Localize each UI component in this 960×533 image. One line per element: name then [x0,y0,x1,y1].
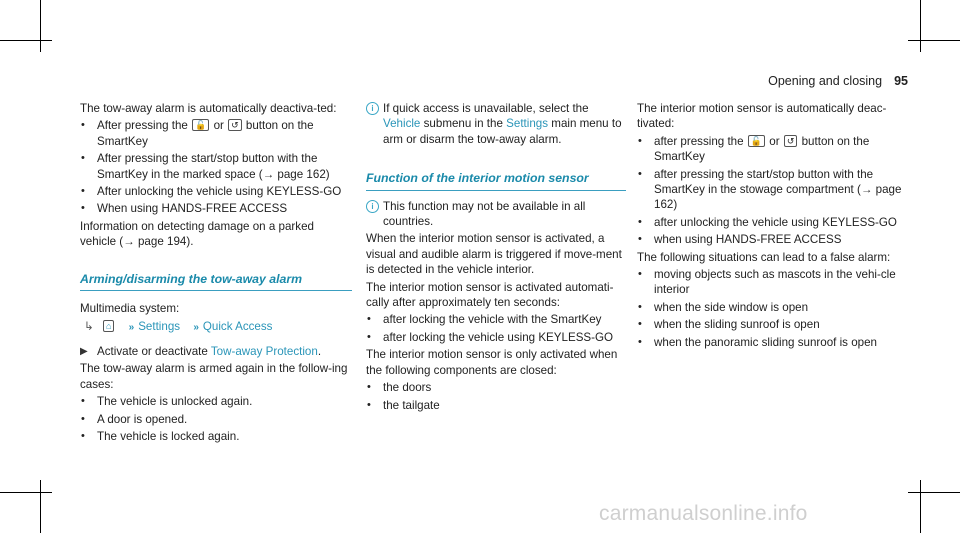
quick-access-note: i If quick access is unavailable, select the Vehicle submenu in the Settings main menu to arm or disarm the tow-away alarm. [366,101,626,147]
list-item: • after locking the vehicle using KEYLESS-GO [367,330,614,344]
list-item: • after pressing the start/stop button with the SmartKey in the stowage compartment (→ page 162) [638,167,902,212]
bullet-icon: • [638,268,642,281]
bullet-icon: • [638,300,642,313]
system-label: Multimedia system: [80,302,180,316]
bullet-icon: • [367,381,371,394]
info-icon: i [366,102,379,115]
components-list [366,380,626,413]
list-item: • When using HANDS-FREE ACCESS [81,202,288,216]
settings-link[interactable]: Settings [506,117,549,131]
list-item: • moving objects such as mascots in the vehi-cle interior [638,268,896,297]
chevron-icon: » [128,322,135,334]
bullet-icon: • [81,412,85,425]
bullet-icon: • [638,318,642,331]
column-right [637,101,909,352]
false-alarm-intro: The following situations can lead to a false alarm: [637,250,891,264]
tow-away-protection-link[interactable]: Tow-away Protection [210,344,318,358]
crop-mark [920,0,921,52]
bullet-icon: • [638,134,642,147]
bullet-icon: • [638,215,642,228]
deactivation-list [80,118,352,216]
section-title: Opening and closing [768,74,883,88]
action-step: ▶ Activate or deactivate Tow-away Protection. [80,344,322,358]
motion-deactivation-list [637,134,909,248]
bullet-icon: • [81,395,85,408]
home-icon[interactable]: ⌂ [103,320,114,332]
armed-text: The tow-away alarm is armed again in the follow-ing cases: [80,362,348,391]
motion-deactivation-intro: The interior motion sensor is automatically deac-tivated: [637,102,887,131]
list-item: • after locking the vehicle with the SmartKey [367,313,602,327]
info-icon: i [366,200,379,213]
motion-para-3: The interior motion sensor is only activated when the following components are closed: [366,348,618,377]
crop-mark [908,40,960,41]
path-arrow-icon: ↳ [84,320,94,334]
column-left [80,101,352,446]
bullet-icon: • [367,313,371,326]
list-item: • when using HANDS-FREE ACCESS [638,233,842,247]
page-number: 95 [894,74,908,88]
list-item: • after pressing the 🔓 or ↺ button on the SmartKey [638,134,870,164]
lock-key-icon: 🔓 [192,119,209,131]
bullet-icon: • [81,429,85,442]
crop-mark [40,0,41,52]
vehicle-link[interactable]: Vehicle [383,117,421,131]
list-item: • After pressing the 🔓 or ↺ button on the SmartKey [81,119,314,148]
column-middle [366,101,626,415]
list-item: • when the sliding sunroof is open [638,318,820,332]
bullet-icon: • [81,152,85,165]
list-item: • A door is opened. [81,412,188,426]
deactivation-intro: The tow-away alarm is automatically deactiva-ted: [80,102,337,115]
path-quick-access[interactable]: Quick Access [202,320,273,334]
list-item: • The vehicle is unlocked again. [81,395,253,409]
crop-mark [0,40,52,41]
armed-cases-list [80,394,352,444]
activation-list [366,312,626,345]
section-heading-arming: Arming/disarming the tow-away alarm [80,272,352,291]
false-alarm-list [637,267,909,350]
unlock-key-icon: ↺ [784,135,798,147]
list-item: • The vehicle is locked again. [81,429,240,443]
list-item: • After unlocking the vehicle using KEYLESS-GO [81,185,342,199]
chevron-icon: » [193,322,199,334]
list-item: • the doors [367,381,432,395]
motion-para-2: The interior motion sensor is activated automati-cally after approximately ten seconds: [366,280,614,310]
crop-mark [908,492,960,493]
list-item: • the tailgate [367,398,440,412]
page-header [768,74,908,88]
list-item: • when the panoramic sliding sunroof is open [638,335,877,349]
list-item: • when the side window is open [638,300,809,314]
availability-note: i This function may not be available in all countries. [366,199,626,230]
play-icon: ▶ [80,345,88,357]
section-heading-motion-sensor: Function of the interior motion sensor [366,171,626,190]
info-text: Information on detecting damage on a parked vehicle (→ page 194). [80,219,314,249]
bullet-icon: • [367,330,371,343]
crop-mark [920,480,921,533]
crop-mark [40,480,41,533]
bullet-icon: • [638,233,642,246]
path-settings[interactable]: Settings [138,320,181,334]
watermark: carmanualsonline.info [599,502,808,525]
bullet-icon: • [638,167,642,180]
list-item: • after unlocking the vehicle using KEYLESS-GO [638,215,897,229]
bullet-icon: • [81,119,85,132]
crop-mark [0,492,52,493]
bullet-icon: • [638,335,642,348]
menu-path [80,319,352,335]
bullet-icon: • [367,398,371,411]
bullet-icon: • [81,202,85,215]
unlock-key-icon: ↺ [228,119,242,131]
list-item: • After pressing the start/stop button with the SmartKey in the marked space (→ page 162) [81,152,330,181]
bullet-icon: • [81,185,85,198]
lock-key-icon: 🔓 [748,135,765,147]
motion-para-1: When the interior motion sensor is activated, a visual and audible alarm is triggered if move-ment is detected in the vehicle interior. [366,232,622,277]
